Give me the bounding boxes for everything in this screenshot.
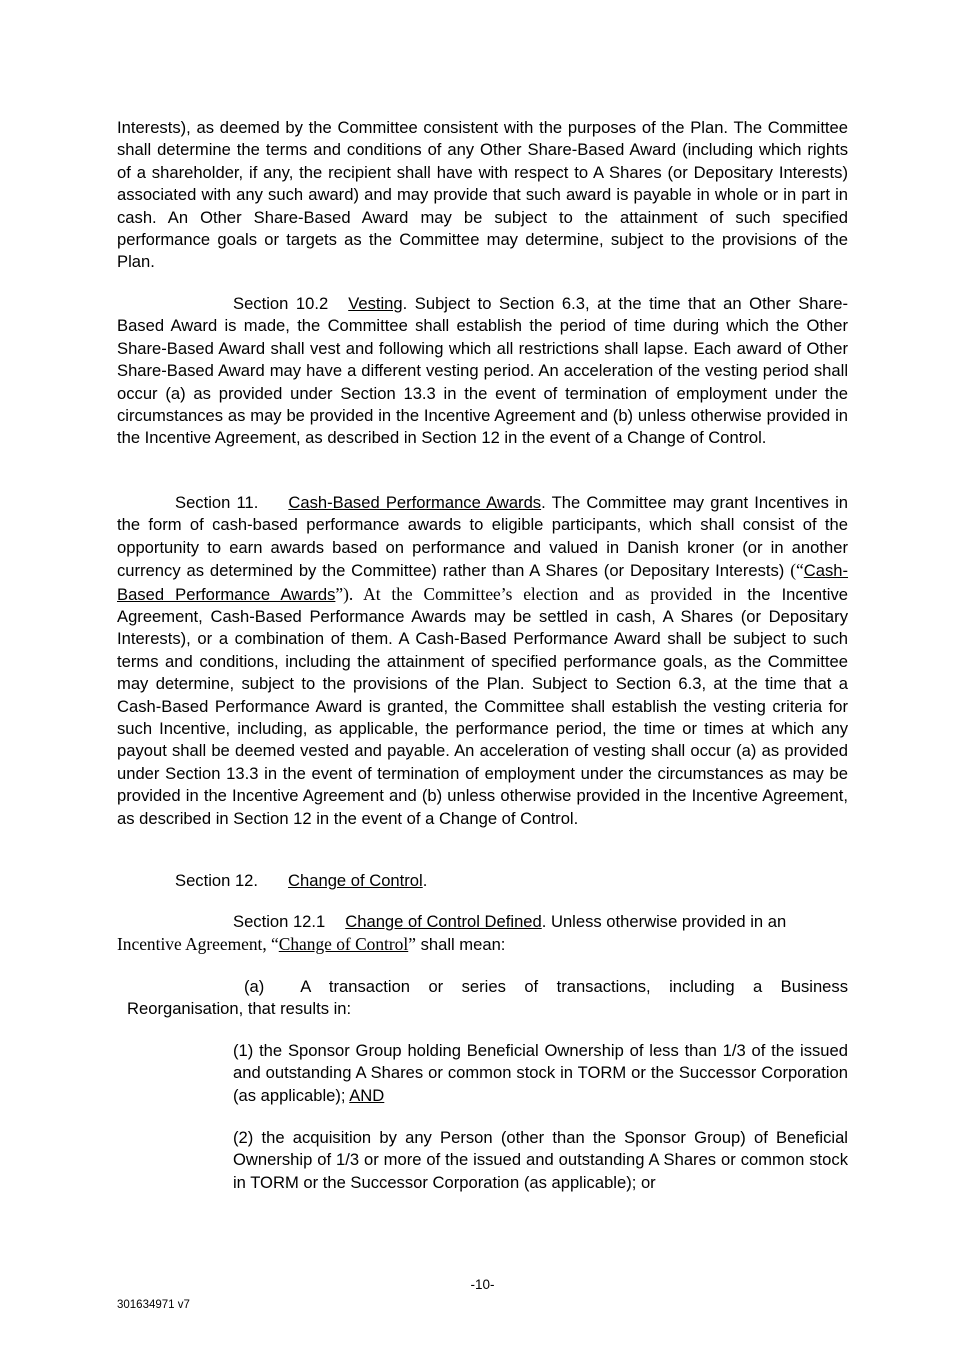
clause-a xyxy=(127,976,848,1021)
section-number: Section 10.2 xyxy=(233,294,329,313)
clause-text: A transaction or series of transactions, including a Business Reorganisation, that results in: xyxy=(127,977,848,1019)
section-10-2 xyxy=(117,293,848,450)
section-title: Change of Control Defined xyxy=(345,912,542,931)
section-number: Section 12. xyxy=(175,871,259,890)
section-12-1: Section 12.1 Change of Control Defined. Unless otherwise provided in an Incentive Agreement, “Change of Control” shall mean: xyxy=(117,912,787,955)
clause-item-1: (1) the Sponsor Group holding Beneficial Ownership of less than 1/3 of the issued and outstanding A Shares or common stock in TORM or the Successor Corporation (as applicable); AND xyxy=(233,1041,848,1105)
section-title: Change of Control xyxy=(288,871,423,890)
paragraph-other-share-based-award: Interests), as deemed by the Committee consistent with the purposes of the Plan. The Committee shall determine the terms and conditions of any Other Share-Based Award (including which rights of a shareholder, if any, the recipient shall have with respect to A Shares (or Depositary Interests) associated with any such award) and may provide that such award is payable in whole or in part in cash. An Other Share-Based Award may be subject to the attainment of such specified performance goals or targets as the Committee may determine, subject to the provisions of the Plan. xyxy=(117,118,848,272)
section-title: Vesting xyxy=(348,294,403,313)
clause-label: (a) xyxy=(244,977,265,996)
page-number: -10- xyxy=(470,1277,495,1292)
section-title: Cash-Based Performance Awards xyxy=(288,493,542,512)
section-body: . Unless otherwise provided in an xyxy=(541,912,787,931)
and-term: AND xyxy=(349,1085,385,1105)
defined-term: Cash-Based Performance Awards xyxy=(117,561,848,604)
quote-open: (“ xyxy=(790,560,804,581)
section-11 xyxy=(117,492,848,830)
quote-close: ”). At the Committee’s election and as provided xyxy=(335,583,713,604)
section-body: . The Committee may grant Incentives in the form of cash-based performance awards to eligible participants, which shall consist of the opportunity to earn awards based on performance and valued in Danish kroner (or in another currency as determined by the Committee) rather than A Shares (or Depositary Interests) xyxy=(117,493,848,581)
section-body-continued: in the Incentive Agreement, Cash-Based Performance Awards may be settled in cash, A Shares (or Depositary Interests), or a combination of them. A Cash-Based Performance Award shall be subject to such terms and conditions, including the attainment of specified performance goals, as the Committee may determine, subject to the provisions of the Plan. Subject to Section 6.3, at the time that a Cash-Based Performance Award is granted, the Committee shall establish the vesting criteria for such Incentive, including, as applicable, the performance period, the time or times at which any payout shall be deemed vested and payable. An acceleration of vesting shall occur (a) as provided under Section 13.3 in the event of termination of employment under the circumstances as may be provided in the Incentive Agreement and (b) unless otherwise provided in the Incentive Agreement, as described in Section 12 in the event of a Change of Control. xyxy=(117,584,848,828)
section-body: . Subject to Section 6.3, at the time that an Other Share-Based Award is made, the Committee shall establish the period of time during which the Other Share-Based Award shall vest and following which all restrictions shall lapse. Each award of Other Share-Based Award may have a different vesting period. An acceleration of the vesting period shall occur (a) as provided under Section 13.3 in the event of termination of employment under the circumstances as may be provided in the Incentive Agreement and (b) unless otherwise provided in the Incentive Agreement, as described in Section 12 in the event of a Change of Control. xyxy=(117,294,848,448)
section-number: Section 12.1 xyxy=(233,912,326,931)
document-id: 301634971 v7 xyxy=(117,1299,190,1311)
section-12: Section 12. Change of Control. xyxy=(175,871,428,890)
defined-term: Change of Control xyxy=(278,934,409,955)
section-number: Section 11. xyxy=(175,493,259,512)
clause-item-2: (2) the acquisition by any Person (other than the Sponsor Group) of Beneficial Ownership of 1/3 or more of the issued and outstanding A Shares or common stock in TORM or the Successor Corporation (as applicable); or xyxy=(233,1128,848,1192)
